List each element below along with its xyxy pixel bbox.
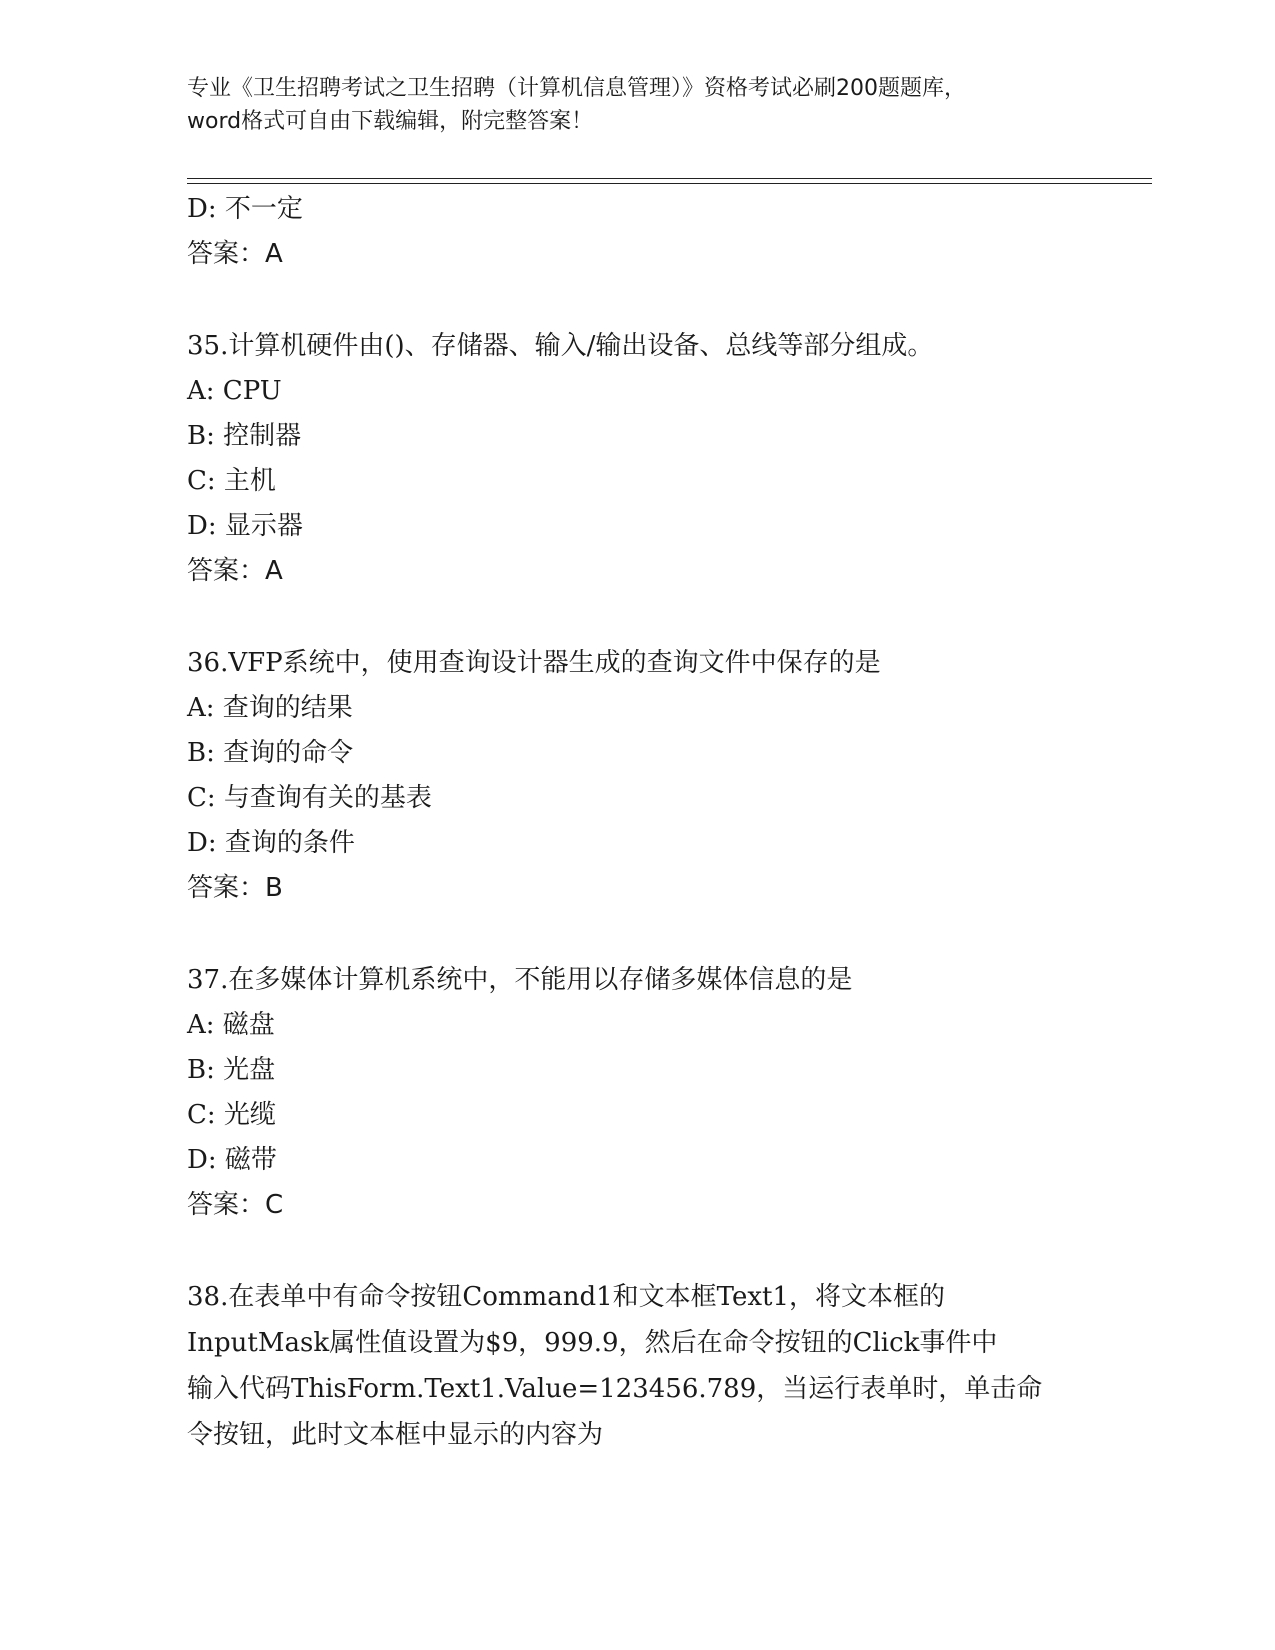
question-38 [187,1274,1087,1458]
question-36 [187,640,1087,911]
option-d: D: 显示器 [187,511,303,541]
header-rule-top [187,178,1152,179]
option-c: C: 光缆 [187,1100,276,1130]
option-c: C: 与查询有关的基表 [187,783,432,813]
page-header [187,72,1087,138]
header-rule-bottom [187,183,1152,184]
option-b: B: 查询的命令 [187,738,354,768]
option-b: B: 控制器 [187,421,302,451]
option-a: A: CPU [187,376,282,406]
option-c: C: 主机 [187,466,276,496]
question-stem: 35.计算机硬件由()、存储器、输入/输出设备、总线等部分组成。 [187,331,934,361]
answer: 答案：B [187,873,283,903]
prev-answer: 答案：A [187,239,283,269]
option-d: D: 磁带 [187,1145,277,1175]
question-stem-line-4: 令按钮，此时文本框中显示的内容为 [187,1420,604,1450]
option-a: A: 查询的结果 [187,693,353,723]
header-line-1: 专业《卫生招聘考试之卫生招聘（计算机信息管理）》资格考试必刷200题题库， [187,76,966,101]
question-stem-line-3: 输入代码ThisForm.Text1.Value=123456.789，当运行表单时，单击命 [187,1374,1043,1404]
answer: 答案：A [187,556,283,586]
question-stem: 36.VFP系统中，使用查询设计器生成的查询文件中保存的是 [187,648,881,678]
option-d: D: 查询的条件 [187,828,355,858]
question-stem: 37.在多媒体计算机系统中，不能用以存储多媒体信息的是 [187,965,853,995]
question-list [187,187,1087,1458]
prev-option-d: D: 不一定 [187,194,303,224]
header-line-2: word格式可自由下载编辑，附完整答案！ [187,109,594,134]
answer: 答案：C [187,1190,284,1220]
question-35 [187,323,1087,594]
question-37 [187,957,1087,1228]
option-b: B: 光盘 [187,1055,276,1085]
question-stem-line-1: 38.在表单中有命令按钮Command1和文本框Text1，将文本框的 [187,1282,945,1312]
option-a: A: 磁盘 [187,1010,275,1040]
question-stem-line-2: InputMask属性值设置为$9，999.9，然后在命令按钮的Click事件中 [187,1328,998,1358]
